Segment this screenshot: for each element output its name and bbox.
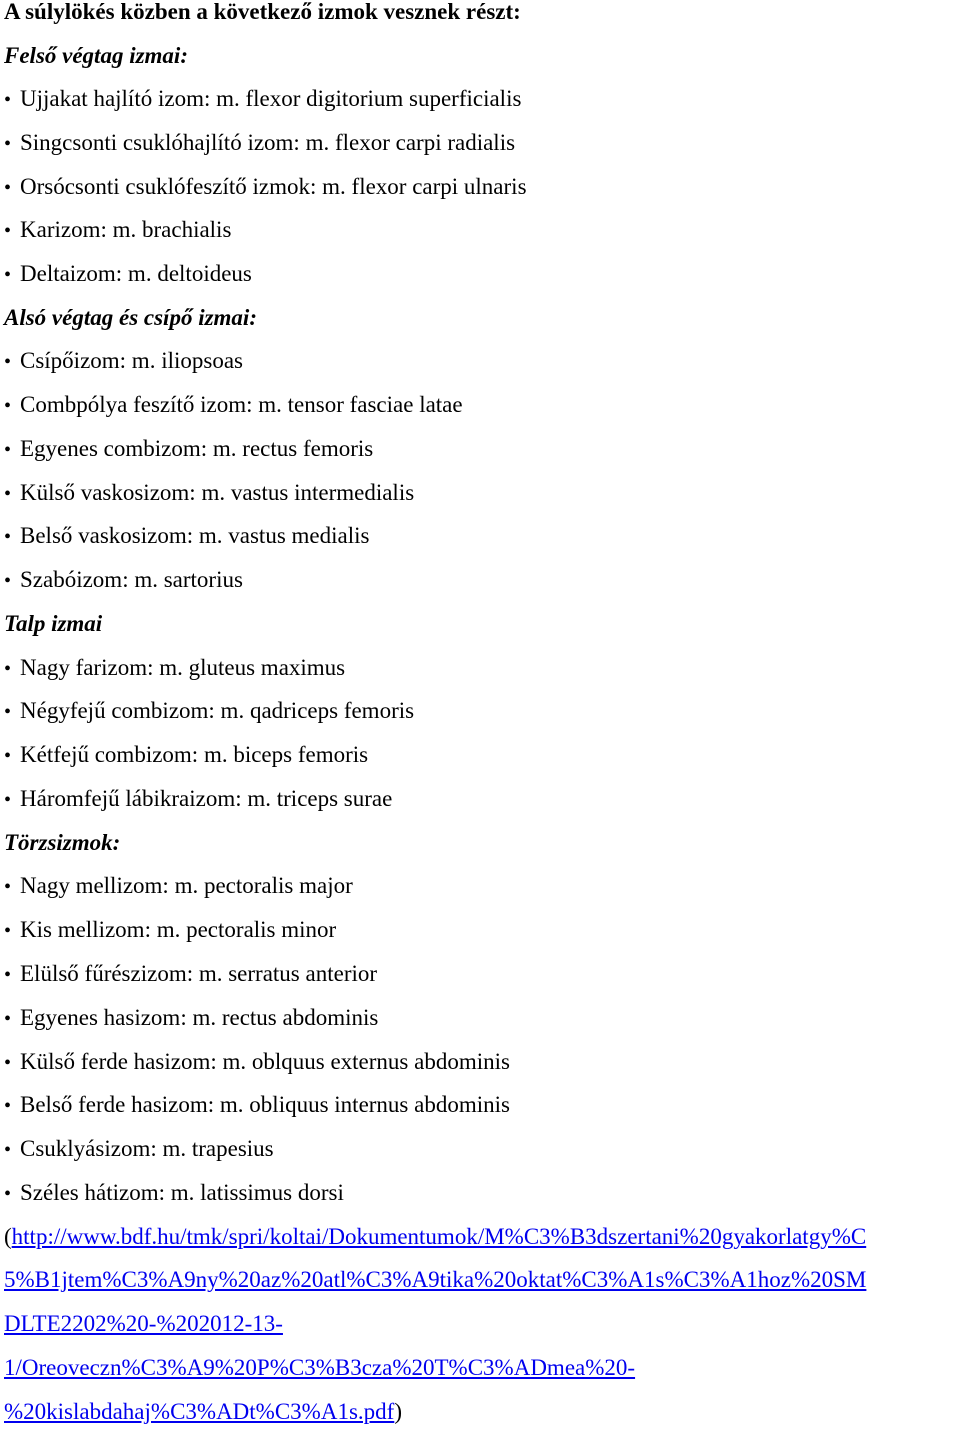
- list-item-text: Négyfejű combizom: m. qadriceps femoris: [20, 698, 415, 723]
- source-url-line-3: [4, 1302, 283, 1346]
- list-item-text: Széles hátizom: m. latissimus dorsi: [20, 1180, 344, 1205]
- source-link[interactable]: http://www.bdf.hu/tmk/spri/koltai/Dokumentumok/M%C3%B3dszertani%20gyakorlatgy%C: [11, 1224, 867, 1249]
- source-url-line-5: [4, 1390, 402, 1434]
- list-item-text: Singcsonti csuklóhajlító izom: m. flexor carpi radialis: [20, 130, 516, 155]
- list-item: [4, 646, 345, 690]
- bullet-icon: •: [4, 1183, 12, 1205]
- source-url-line-4: [4, 1346, 635, 1390]
- bullet-icon: •: [4, 1052, 12, 1074]
- list-item-text: Egyenes combizom: m. rectus femoris: [20, 436, 374, 461]
- bullet-icon: •: [4, 264, 12, 286]
- bullet-icon: •: [4, 89, 12, 111]
- document-title: A súlylökés közben a következő izmok vesznek részt:: [4, 0, 521, 24]
- bullet-icon: •: [4, 658, 12, 680]
- list-item: [4, 471, 414, 515]
- bullet-icon: •: [4, 920, 12, 942]
- bullet-icon: •: [4, 351, 12, 373]
- list-item-text: Kétfejű combizom: m. biceps femoris: [20, 742, 369, 767]
- bullet-icon: •: [4, 177, 12, 199]
- list-item: [4, 689, 414, 733]
- bullet-icon: •: [4, 789, 12, 811]
- source-link[interactable]: DLTE2202%20-%202012-13-: [4, 1311, 283, 1336]
- section-heading-trunk: Törzsizmok:: [4, 830, 121, 855]
- bullet-icon: •: [4, 1139, 12, 1161]
- list-item-text: Csípőizom: m. iliopsoas: [20, 348, 243, 373]
- list-item-text: Külső ferde hasizom: m. oblquus externus abdominis: [20, 1049, 510, 1074]
- list-item: [4, 427, 373, 471]
- list-item-text: Kis mellizom: m. pectoralis minor: [20, 917, 337, 942]
- list-item-text: Nagy farizom: m. gluteus maximus: [20, 655, 346, 680]
- list-item-text: Nagy mellizom: m. pectoralis major: [20, 873, 353, 898]
- bullet-icon: •: [4, 1095, 12, 1117]
- list-item: [4, 864, 353, 908]
- close-paren: ): [394, 1399, 402, 1424]
- list-item: [4, 996, 378, 1040]
- list-item: [4, 383, 463, 427]
- list-item: [4, 77, 521, 121]
- open-paren: (: [4, 1224, 12, 1249]
- list-item: [4, 165, 527, 209]
- bullet-icon: •: [4, 701, 12, 723]
- list-item: [4, 252, 252, 296]
- list-item: [4, 952, 377, 996]
- source-link[interactable]: 5%B1jtem%C3%A9ny%20az%20atl%C3%A9tika%20oktat%C3%A1s%C3%A1hoz%20SM: [4, 1267, 867, 1292]
- list-item-text: Elülső fűrészizom: m. serratus anterior: [20, 961, 378, 986]
- list-item-text: Karizom: m. brachialis: [20, 217, 232, 242]
- bullet-icon: •: [4, 526, 12, 548]
- list-item: [4, 121, 515, 165]
- list-item: [4, 558, 243, 602]
- section-heading-lower-limb: Alsó végtag és csípő izmai:: [4, 305, 257, 330]
- bullet-icon: •: [4, 964, 12, 986]
- bullet-icon: •: [4, 1008, 12, 1030]
- section-heading-sole: Talp izmai: [4, 611, 103, 636]
- bullet-icon: •: [4, 220, 12, 242]
- list-item: [4, 208, 231, 252]
- source-url-line-1: [4, 1215, 866, 1259]
- section-heading-upper-limb: Felső végtag izmai:: [4, 43, 188, 68]
- list-item: [4, 1171, 344, 1215]
- list-item: [4, 908, 336, 952]
- list-item-text: Belső ferde hasizom: m. obliquus internus abdominis: [20, 1092, 510, 1117]
- source-link[interactable]: %20kislabdahaj%C3%ADt%C3%A1s.pdf: [4, 1399, 395, 1424]
- bullet-icon: •: [4, 133, 12, 155]
- list-item-text: Külső vaskosizom: m. vastus intermedialis: [20, 480, 415, 505]
- list-item: [4, 733, 368, 777]
- list-item-text: Ujjakat hajlító izom: m. flexor digitorium superficialis: [20, 86, 522, 111]
- bullet-icon: •: [4, 439, 12, 461]
- list-item: [4, 1040, 510, 1084]
- source-url-line-2: [4, 1258, 866, 1302]
- list-item: [4, 1083, 510, 1127]
- list-item: [4, 339, 243, 383]
- bullet-icon: •: [4, 395, 12, 417]
- bullet-icon: •: [4, 745, 12, 767]
- list-item-text: Háromfejű lábikraizom: m. triceps surae: [20, 786, 393, 811]
- list-item: [4, 777, 392, 821]
- bullet-icon: •: [4, 570, 12, 592]
- list-item-text: Combpólya feszítő izom: m. tensor fasciae latae: [20, 392, 463, 417]
- bullet-icon: •: [4, 483, 12, 505]
- list-item-text: Belső vaskosizom: m. vastus medialis: [20, 523, 370, 548]
- list-item-text: Csuklyásizom: m. trapesius: [20, 1136, 274, 1161]
- bullet-icon: •: [4, 876, 12, 898]
- list-item: [4, 514, 369, 558]
- list-item-text: Orsócsonti csuklófeszítő izmok: m. flexor carpi ulnaris: [20, 174, 527, 199]
- list-item: [4, 1127, 274, 1171]
- list-item-text: Szabóizom: m. sartorius: [20, 567, 243, 592]
- list-item-text: Egyenes hasizom: m. rectus abdominis: [20, 1005, 379, 1030]
- list-item-text: Deltaizom: m. deltoideus: [20, 261, 252, 286]
- source-link[interactable]: 1/Oreoveczn%C3%A9%20P%C3%B3cza%20T%C3%ADmea%20-: [4, 1355, 636, 1380]
